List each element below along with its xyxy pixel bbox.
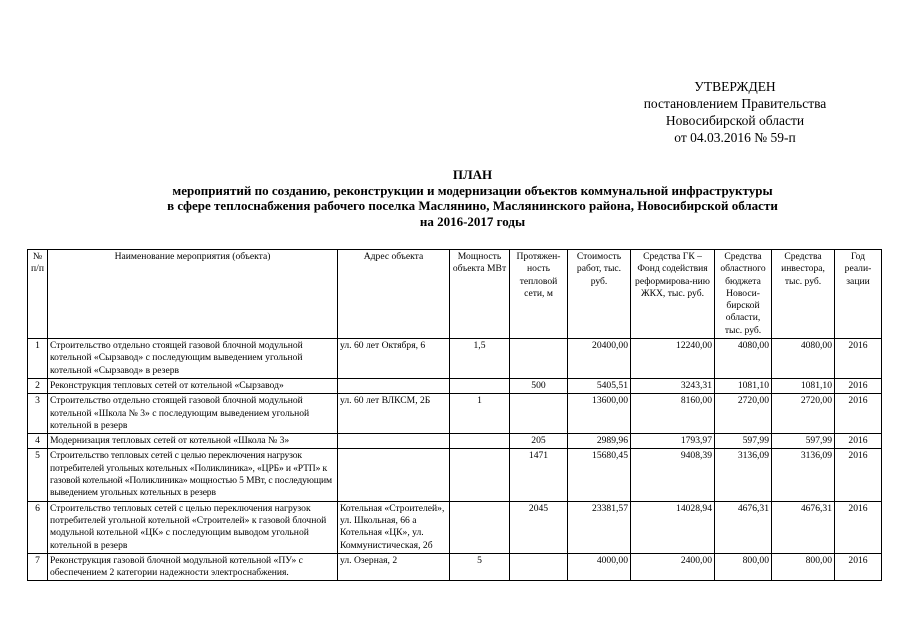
table-header-row bbox=[28, 250, 882, 339]
row-address bbox=[338, 449, 450, 501]
row-measure-name: Реконструкция газовой блочной модульной котельной «ПУ» с обеспечением 2 категории надежности электроснабжения. bbox=[48, 553, 338, 581]
title-subject: мероприятий по созданию, реконструкции и модернизации объектов коммунальной инфраструктуры bbox=[172, 182, 773, 198]
row-number: 3 bbox=[28, 394, 48, 434]
table-row bbox=[28, 553, 882, 581]
row-investor-money: 1081,10 bbox=[772, 378, 835, 393]
header-regional-budget: Средства областного бюджета Новоси-бирской области, тыс. руб. bbox=[715, 250, 772, 339]
row-address: Котельная «Строителей», ул. Школьная, 66 а Котельная «ЦК», ул. Коммунистическая, 2б bbox=[338, 501, 450, 553]
row-investor-money: 4080,00 bbox=[772, 339, 835, 379]
row-year: 2016 bbox=[835, 449, 882, 501]
row-capacity: 5 bbox=[450, 553, 510, 581]
row-investor-money: 2720,00 bbox=[772, 394, 835, 434]
row-address bbox=[338, 434, 450, 449]
table-row bbox=[28, 501, 882, 553]
row-regional-budget: 3136,09 bbox=[715, 449, 772, 501]
row-capacity: 1 bbox=[450, 394, 510, 434]
header-number: № п/п bbox=[28, 250, 48, 339]
row-fund-money: 9408,39 bbox=[631, 449, 715, 501]
row-cost: 15680,45 bbox=[568, 449, 631, 501]
row-regional-budget: 1081,10 bbox=[715, 378, 772, 393]
title-scope: в сфере теплоснабжения рабочего поселка Маслянино, Маслянинского района, Новосибирской области bbox=[167, 198, 778, 213]
row-cost: 4000,00 bbox=[568, 553, 631, 581]
row-year: 2016 bbox=[835, 501, 882, 553]
row-fund-money: 8160,00 bbox=[631, 394, 715, 434]
row-measure-name: Строительство отдельно стоящей газовой блочной модульной котельной «Школа № 3» с последующим выведением угольной котельной в резерв bbox=[48, 394, 338, 434]
approval-decree: постановлением Правительства bbox=[643, 96, 827, 111]
approval-date-number: от 04.03.2016 № 59-п bbox=[674, 130, 796, 145]
table-row bbox=[28, 378, 882, 393]
row-regional-budget: 2720,00 bbox=[715, 394, 772, 434]
row-investor-money: 800,00 bbox=[772, 553, 835, 581]
row-measure-name: Реконструкция тепловых сетей от котельной «Сырзавод» bbox=[48, 378, 338, 393]
row-fund-money: 3243,31 bbox=[631, 378, 715, 393]
row-network-length bbox=[510, 394, 568, 434]
row-cost: 20400,00 bbox=[568, 339, 631, 379]
header-network-length: Протяжен-ность тепловой сети, м bbox=[510, 250, 568, 339]
row-network-length bbox=[510, 339, 568, 379]
header-cost: Стоимость работ, тыс. руб. bbox=[568, 250, 631, 339]
header-year: Год реали-зации bbox=[835, 250, 882, 339]
row-capacity bbox=[450, 378, 510, 393]
row-network-length: 2045 bbox=[510, 501, 568, 553]
row-year: 2016 bbox=[835, 339, 882, 379]
document-title bbox=[40, 167, 905, 229]
header-investor-money: Средства инвестора, тыс. руб. bbox=[772, 250, 835, 339]
row-number: 1 bbox=[28, 339, 48, 379]
row-fund-money: 12240,00 bbox=[631, 339, 715, 379]
row-year: 2016 bbox=[835, 553, 882, 581]
row-address: ул. Озерная, 2 bbox=[338, 553, 450, 581]
row-address: ул. 60 лет ВЛКСМ, 2Б bbox=[338, 394, 450, 434]
row-network-length: 1471 bbox=[510, 449, 568, 501]
row-fund-money: 2400,00 bbox=[631, 553, 715, 581]
row-number: 7 bbox=[28, 553, 48, 581]
row-number: 2 bbox=[28, 378, 48, 393]
title-period: на 2016-2017 годы bbox=[419, 213, 526, 229]
row-regional-budget: 800,00 bbox=[715, 553, 772, 581]
row-network-length: 205 bbox=[510, 434, 568, 449]
row-number: 4 bbox=[28, 434, 48, 449]
approval-stamp bbox=[610, 78, 860, 146]
row-regional-budget: 597,99 bbox=[715, 434, 772, 449]
table-row bbox=[28, 339, 882, 379]
row-regional-budget: 4080,00 bbox=[715, 339, 772, 379]
table-row bbox=[28, 434, 882, 449]
row-number: 5 bbox=[28, 449, 48, 501]
row-capacity: 1,5 bbox=[450, 339, 510, 379]
header-fund-money: Средства ГК – Фонд содействия реформирова-нию ЖКХ, тыс. руб. bbox=[631, 250, 715, 339]
approval-heading: УТВЕРЖДЕН bbox=[694, 79, 776, 94]
row-fund-money: 1793,97 bbox=[631, 434, 715, 449]
row-capacity bbox=[450, 501, 510, 553]
row-cost: 13600,00 bbox=[568, 394, 631, 434]
row-measure-name: Строительство отдельно стоящей газовой блочной модульной котельной «Сырзавод» с последующим выведением угольной котельной «Сырзавод» в резерв bbox=[48, 339, 338, 379]
row-year: 2016 bbox=[835, 394, 882, 434]
row-cost: 23381,57 bbox=[568, 501, 631, 553]
row-investor-money: 597,99 bbox=[772, 434, 835, 449]
row-cost: 5405,51 bbox=[568, 378, 631, 393]
row-investor-money: 3136,09 bbox=[772, 449, 835, 501]
row-measure-name: Модернизация тепловых сетей от котельной «Школа № 3» bbox=[48, 434, 338, 449]
row-network-length bbox=[510, 553, 568, 581]
row-capacity bbox=[450, 434, 510, 449]
row-fund-money: 14028,94 bbox=[631, 501, 715, 553]
row-capacity bbox=[450, 449, 510, 501]
plan-table bbox=[27, 249, 882, 581]
header-capacity: Мощность объекта МВт bbox=[450, 250, 510, 339]
table-row bbox=[28, 449, 882, 501]
header-measure-name: Наименование мероприятия (объекта) bbox=[48, 250, 338, 339]
title-plan: ПЛАН bbox=[452, 167, 493, 182]
row-cost: 2989,96 bbox=[568, 434, 631, 449]
approval-region: Новосибирской области bbox=[665, 113, 805, 128]
row-measure-name: Строительство тепловых сетей с целью переключения нагрузок потребителей угольной котельной «Строителей» к газовой блочной модульной котельной «ЦК» с последующим выводом угольной котельной в резерв bbox=[48, 501, 338, 553]
row-year: 2016 bbox=[835, 434, 882, 449]
row-regional-budget: 4676,31 bbox=[715, 501, 772, 553]
row-measure-name: Строительство тепловых сетей с целью переключения нагрузок потребителей угольных котельных «Поликлиника», «ЦРБ» и «РТП» к газовой котельной «Поликлиника» мощностью 5 МВт, с последующим выведением угольных котельных в резерв bbox=[48, 449, 338, 501]
row-number: 6 bbox=[28, 501, 48, 553]
table-row bbox=[28, 394, 882, 434]
row-network-length: 500 bbox=[510, 378, 568, 393]
row-address bbox=[338, 378, 450, 393]
row-year: 2016 bbox=[835, 378, 882, 393]
header-address: Адрес объекта bbox=[338, 250, 450, 339]
row-address: ул. 60 лет Октября, 6 bbox=[338, 339, 450, 379]
row-investor-money: 4676,31 bbox=[772, 501, 835, 553]
